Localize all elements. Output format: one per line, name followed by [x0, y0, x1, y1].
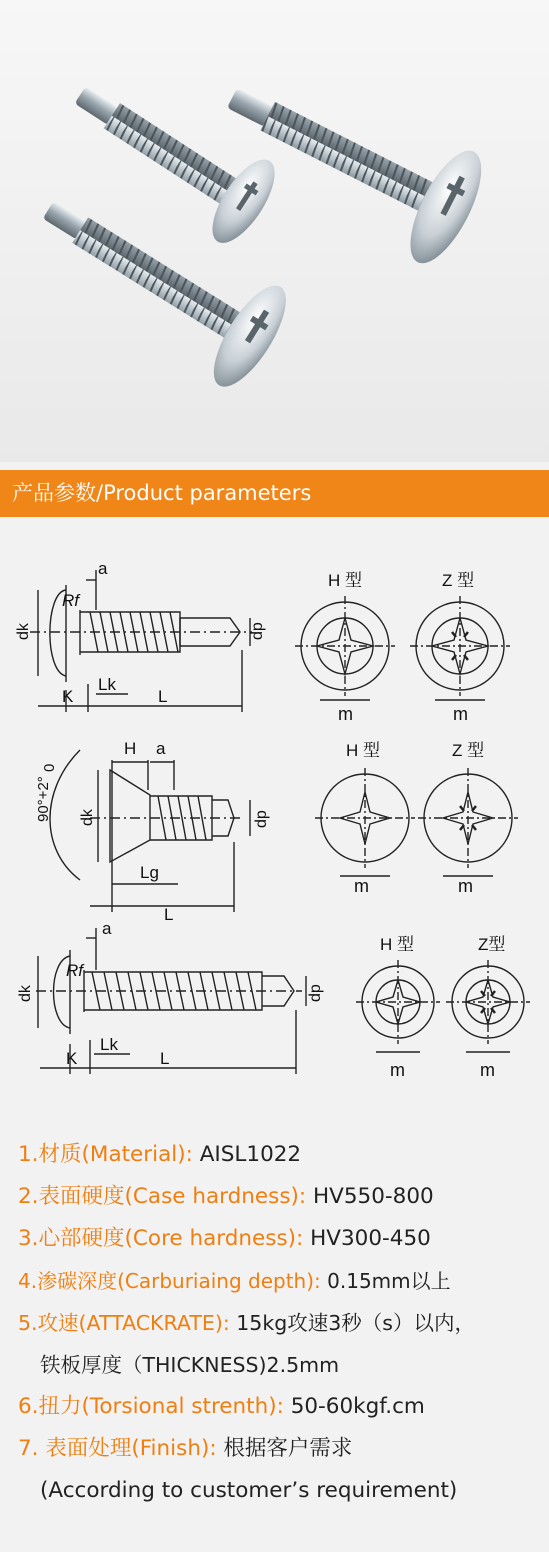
label-l: L [158, 687, 168, 706]
label-lg: Lg [140, 863, 159, 882]
type-h-mid: H 型 [346, 741, 380, 760]
head-z-top [410, 596, 510, 700]
m-z-bot: m [480, 1060, 495, 1080]
label-h: H [124, 739, 137, 758]
head-z-mid [418, 768, 518, 876]
label-lk: Lk [98, 675, 116, 694]
spec-torsional-strength: 6.扭力(Torsional strenth): 50-60kgf.cm [18, 1394, 425, 1419]
diagram-mid-side-view [50, 750, 250, 912]
spec-attack-rate: 5.攻速(ATTACKRATE): 15kg攻速3秒（s）以内， [18, 1311, 475, 1335]
label-dp: dp [249, 622, 266, 640]
spec-list [18, 1137, 546, 1515]
product-photo [0, 0, 549, 462]
label-a-mid: a [156, 739, 166, 758]
type-h-bot: H 型 [380, 935, 414, 954]
label-angle-zero: 0 [41, 763, 58, 772]
label-a: a [98, 559, 108, 578]
label-rf-bot: Rf [66, 961, 83, 980]
type-h-top: H 型 [328, 571, 362, 590]
spec-thickness: 铁板厚度（THICKNESS)2.5mm [40, 1353, 340, 1377]
spec-core-hardness: 3.心部硬度(Core hardness): HV300-450 [18, 1226, 431, 1251]
type-z-bot: Z型 [478, 935, 506, 954]
spec-finish-note: (According to customer’s requirement) [40, 1478, 458, 1503]
head-z-bot [446, 960, 530, 1052]
m-h-bot: m [390, 1060, 405, 1080]
label-k-bot: K [66, 1049, 78, 1068]
section-banner [0, 470, 549, 517]
head-h-mid [315, 768, 415, 876]
label-dk-bot: dk [17, 985, 34, 1002]
label-l-bot: L [160, 1049, 170, 1068]
spec-case-hardness: 2.表面硬度(Case hardness): HV550-800 [18, 1184, 434, 1209]
head-h-top [295, 596, 395, 700]
label-angle: 90°+2° [35, 776, 52, 822]
label-dk-mid: dk [79, 809, 96, 826]
label-dk: dk [15, 623, 32, 640]
label-l-mid: L [164, 905, 174, 924]
m-h-top: m [338, 704, 353, 724]
label-lk-bot: Lk [100, 1035, 118, 1054]
type-z-mid: Z 型 [452, 741, 485, 760]
type-z-top: Z 型 [442, 571, 475, 590]
spec-material: 1.材质(Material): AISL1022 [18, 1142, 302, 1167]
screw-2 [204, 43, 496, 273]
spec-carburizing-depth: 4.渗碳深度(Carburiaing depth): 0.15mm以上 [18, 1269, 451, 1293]
head-h-bot [356, 960, 440, 1052]
technical-drawings [0, 540, 549, 1100]
label-k: K [62, 687, 74, 706]
m-h-mid: m [354, 876, 369, 896]
spec-finish: 7. 表面处理(Finish): 根据客户需求 [18, 1436, 353, 1461]
label-a-bot: a [102, 919, 112, 938]
label-dp-mid: dp [253, 810, 270, 828]
label-dp-bot: dp [307, 984, 324, 1002]
banner-title: 产品参数/Product parameters [12, 481, 312, 505]
m-z-mid: m [458, 876, 473, 896]
label-rf: Rf [62, 591, 79, 610]
m-z-top: m [453, 704, 468, 724]
